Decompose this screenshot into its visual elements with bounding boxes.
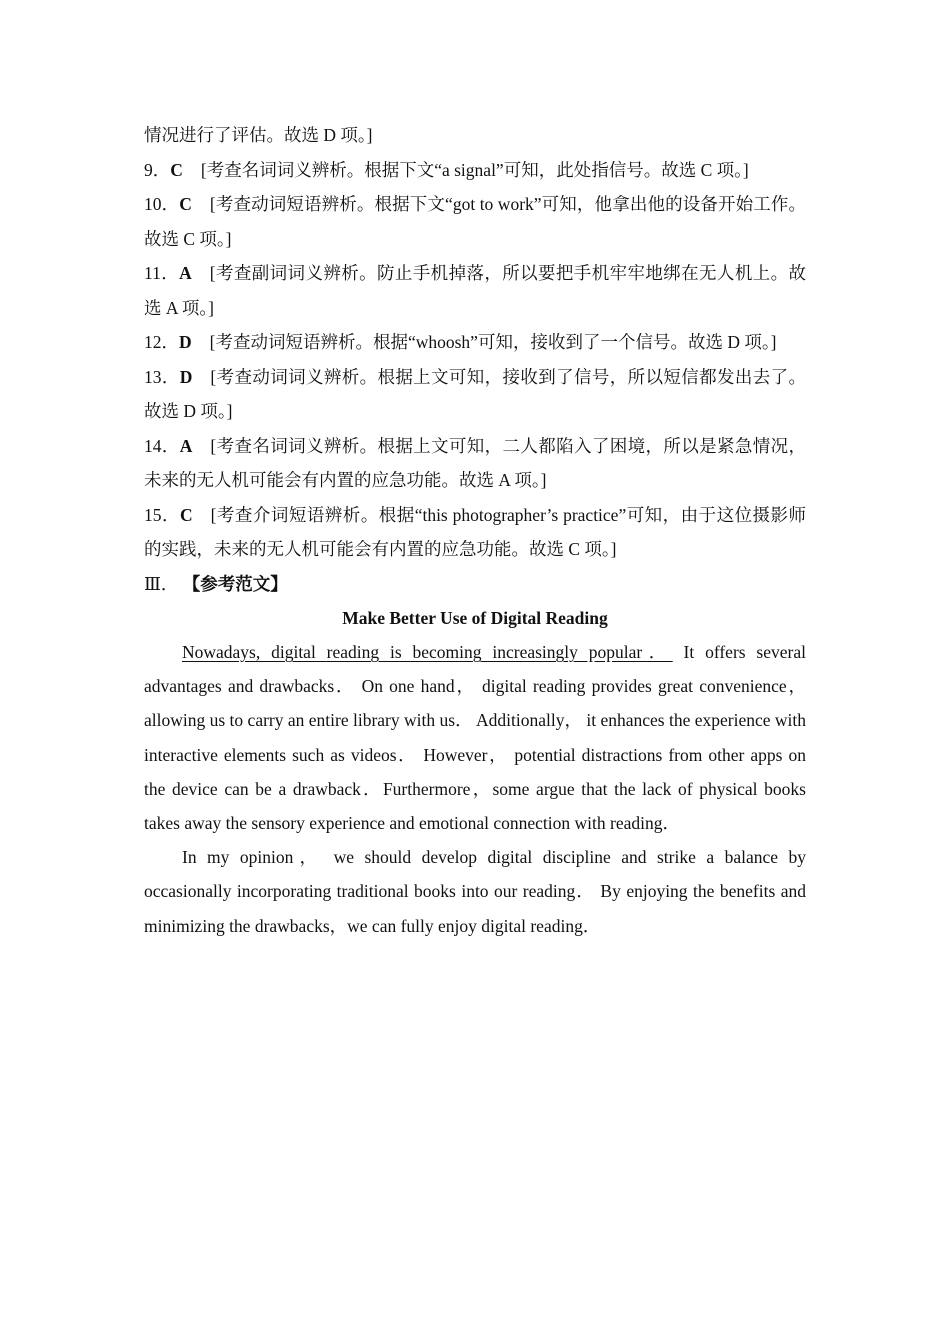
intro-line: 情况进行了评估。故选 D 项。] [144,125,373,145]
answer-9 [144,153,806,188]
answer-number: 13． [144,366,180,387]
answer-letter: C [170,159,183,180]
answer-11 [144,256,806,325]
section-heading [144,567,806,602]
answer-explanation: [考查副词词义辨析。防止手机掉落，所以要把手机牢牢地绑在无人机上。故选 A 项。] [144,263,806,318]
answer-explanation: [考查动词词义辨析。根据上文可知，接收到了信号，所以短信都发出去了。故选 D 项。] [144,366,807,421]
answer-explanation: [考查动词短语辨析。根据“whoosh”可知，接收到了一个信号。故选 D 项。] [209,332,777,352]
essay-paragraph-2: In my opinion， we should develop digital discipline and strike a balance by occasionally incorporating traditional books into our reading． By enjoying the benefits and minimizing the drawbacks，we can fully enjoy digital reading． [144,847,806,936]
answer-letter: C [179,504,193,525]
answer-explanation: [考查名词词义辨析。根据下文“a signal”可知，此处指信号。故选 C 项。] [200,159,749,180]
answer-letter: D [179,332,192,352]
answer-12 [144,325,806,360]
essay-title: Make Better Use of Digital Reading [342,608,608,628]
answer-letter: D [179,366,193,387]
answer-letter: C [179,194,192,214]
answer-letter: A [179,263,192,283]
answer-explanation: [考查介词短语辨析。根据“this photographer’s practice”可知，由于这位摄影师的实践，未来的无人机可能会有内置的应急功能。故选 C 项。] [144,504,807,559]
answer-15 [144,498,806,567]
answer-number: 12． [144,332,179,352]
answer-number: 14． [144,435,180,456]
answer-10 [144,187,806,256]
section-label: 【参考范文】 [182,573,288,594]
underlined-topic-sentence: Nowadays, digital reading is becoming increasingly popular． [182,642,673,662]
answer-number: 10． [144,194,180,214]
paragraph-1-body: It offers several advantages and drawbacks． On one hand， digital reading provides great convenience， allowing us to carry an entire library with us． Additionally， it enhances the experience with interactive elements such as videos． However， potential distractions from other apps on the device can be a drawback．Furthermore，some argue that the lack of physical books takes away the sensory experience and emotional connection with reading． [144,642,806,834]
answer-explanation: [考查名词词义辨析。根据上文可知，二人都陷入了困境，所以是紧急情况，未来的无人机可能会有内置的应急功能。故选 A 项。] [144,435,807,490]
answer-14 [144,429,806,498]
document-page [144,118,806,943]
answer-number: 9． [144,159,171,180]
section-numeral: Ⅲ． [144,573,179,594]
answer-explanation: [考查动词短语辨析。根据下文“got to work”可知，他拿出他的设备开始工作。故选 C 项。] [144,194,806,249]
answer-number: 15． [144,504,180,525]
answer-letter: A [179,435,193,456]
essay-paragraph-1 [144,635,806,840]
answer-number: 11． [144,263,180,283]
answer-13 [144,360,806,429]
